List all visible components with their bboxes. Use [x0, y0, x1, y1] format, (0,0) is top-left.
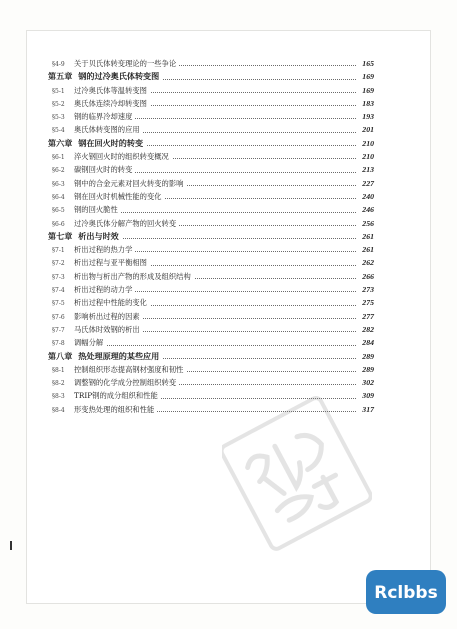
toc-entry	[48, 217, 374, 230]
toc-page: 183	[360, 97, 374, 110]
toc-page: 165	[360, 57, 374, 70]
toc-entry	[48, 283, 374, 296]
toc-page: 210	[360, 150, 374, 163]
toc-entry	[48, 57, 374, 70]
toc-title: 析出过程中性能的变化	[74, 298, 147, 308]
toc-entry	[48, 84, 374, 97]
toc-title: 调幅分解	[74, 338, 104, 348]
toc-title: 钢在回火时机械性能的变化	[74, 191, 162, 201]
toc-page: 289	[360, 350, 374, 363]
toc-title: 马氏体时效钢的析出	[74, 324, 140, 334]
toc-number: §7-2	[52, 260, 65, 268]
toc-entry	[48, 323, 374, 336]
toc-number: §7-3	[52, 273, 65, 281]
toc-entry	[48, 256, 374, 269]
toc-entry	[48, 336, 374, 349]
toc-page: 289	[360, 363, 374, 376]
toc-entry	[48, 270, 374, 283]
toc-page: 284	[360, 336, 374, 349]
toc-page: 227	[360, 177, 374, 190]
toc-title: 钢的回火脆性	[74, 205, 118, 215]
toc-number: 第八章	[48, 350, 73, 361]
toc-entry	[48, 163, 374, 176]
toc-title: 碳钢回火时的转变	[74, 165, 133, 175]
toc-chapter	[48, 230, 374, 243]
toc-number: §7-4	[52, 287, 65, 295]
toc-entry	[48, 203, 374, 216]
toc-page: 282	[360, 323, 374, 336]
toc-number: §5-1	[52, 87, 65, 95]
toc-title: 热处理原理的某些应用	[78, 350, 160, 361]
toc-title: 析出与时效	[78, 230, 119, 241]
toc-number: §6-1	[52, 154, 65, 162]
toc-number: §7-1	[52, 247, 65, 255]
toc-entry	[48, 363, 374, 376]
toc-entry	[48, 150, 374, 163]
toc-chapter	[48, 70, 374, 83]
toc-page: 309	[360, 389, 374, 402]
toc-entry	[48, 97, 374, 110]
toc-entry	[48, 310, 374, 323]
table-of-contents	[48, 57, 374, 416]
toc-chapter	[48, 350, 374, 363]
toc-entry	[48, 190, 374, 203]
toc-page: 302	[360, 376, 374, 389]
toc-page: 193	[360, 110, 374, 123]
toc-number: §8-4	[52, 406, 65, 414]
toc-page: 201	[360, 123, 374, 136]
toc-title: 析出过程的热力学	[74, 245, 133, 255]
scan-mark	[10, 541, 12, 550]
toc-number: §6-4	[52, 193, 65, 201]
toc-number: §7-5	[52, 300, 65, 308]
toc-number: §7-8	[52, 340, 65, 348]
toc-chapter	[48, 137, 374, 150]
toc-number: §6-2	[52, 167, 65, 175]
toc-number: 第五章	[48, 71, 73, 82]
toc-title: 调整钢的化学成分控制组织转变	[74, 378, 177, 388]
toc-title: 析出过程与亚平衡相图	[74, 258, 147, 268]
toc-number: §7-7	[52, 326, 65, 334]
toc-entry	[48, 296, 374, 309]
rclbbs-watermark-logo	[366, 570, 446, 614]
toc-title: 过冷奥氏体等温转变图	[74, 85, 147, 95]
toc-number: §8-2	[52, 380, 65, 388]
toc-page: 210	[360, 137, 374, 150]
toc-number: §6-6	[52, 220, 65, 228]
toc-entry	[48, 110, 374, 123]
toc-title: 钢的临界冷却速度	[74, 112, 133, 122]
toc-page: 240	[360, 190, 374, 203]
toc-number: §8-3	[52, 393, 65, 401]
toc-page: 262	[360, 256, 374, 269]
toc-page: 169	[360, 70, 374, 83]
toc-title: 形变热处理的组织和性能	[74, 404, 155, 414]
toc-number: §6-3	[52, 180, 65, 188]
seal-stamp-icon	[222, 393, 372, 553]
toc-title: 钢中的合金元素对回火转变的影响	[74, 178, 184, 188]
toc-title: 淬火钢回火时的组织转变概况	[74, 152, 169, 162]
toc-page: 273	[360, 283, 374, 296]
toc-page: 261	[360, 230, 374, 243]
toc-number: §5-4	[52, 127, 65, 135]
toc-page: 256	[360, 217, 374, 230]
toc-page: 169	[360, 84, 374, 97]
toc-entry	[48, 243, 374, 256]
toc-title: TRIP钢的成分组织和性能	[74, 391, 158, 401]
toc-page: 261	[360, 243, 374, 256]
toc-number: §5-3	[52, 114, 65, 122]
toc-page: 266	[360, 270, 374, 283]
toc-page: 275	[360, 296, 374, 309]
toc-number: §4-9	[52, 61, 65, 68]
toc-number: §7-6	[52, 313, 65, 321]
toc-title: 钢在回火时的转变	[78, 137, 144, 148]
toc-title: 析出物与析出产物的形成及组织结构	[74, 271, 191, 281]
toc-title: 控制组织形态提高钢材强度和韧性	[74, 364, 184, 374]
toc-page: 246	[360, 203, 374, 216]
toc-entry	[48, 123, 374, 136]
toc-title: 析出过程的动力学	[74, 285, 133, 295]
toc-number: §8-1	[52, 366, 65, 374]
toc-page: 277	[360, 310, 374, 323]
toc-number: §5-2	[52, 100, 65, 108]
toc-title: 奥氏体转变图的应用	[74, 125, 140, 135]
toc-title: 影响析出过程的因素	[74, 311, 140, 321]
toc-page: 317	[360, 403, 374, 416]
toc-number: §6-5	[52, 207, 65, 215]
toc-title: 关于贝氏体转变理论的一些争论	[74, 59, 177, 68]
toc-number: 第六章	[48, 137, 73, 148]
watermark-text: Rclbbs	[374, 583, 438, 603]
toc-entry	[48, 177, 374, 190]
toc-page: 213	[360, 163, 374, 176]
toc-title: 钢的过冷奥氏体转变图	[78, 71, 160, 82]
toc-title: 过冷奥氏体分解产物的回火转变	[74, 218, 177, 228]
toc-title: 奥氏体连续冷却转变图	[74, 98, 147, 108]
toc-entry	[48, 376, 374, 389]
toc-number: 第七章	[48, 230, 73, 241]
